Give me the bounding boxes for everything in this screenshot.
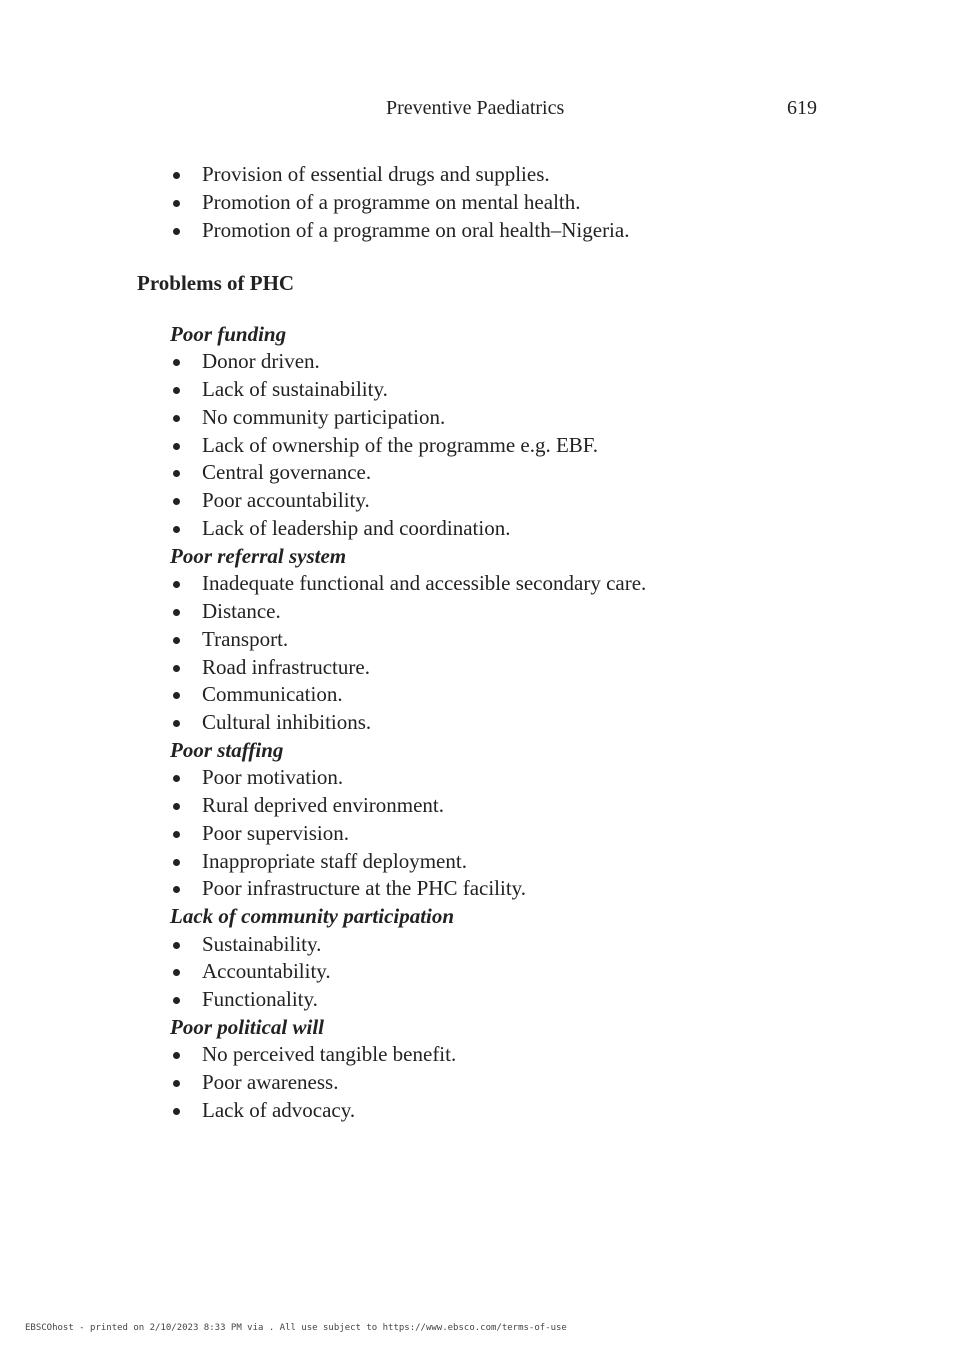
list-item: Accountability. <box>170 958 810 986</box>
list-item: Transport. <box>170 626 810 654</box>
subsection-title: Poor referral system <box>170 543 347 568</box>
list-item: Poor infrastructure at the PHC facility. <box>170 875 810 903</box>
list-item: Lack of ownership of the programme e.g. EBF. <box>170 432 810 460</box>
list-item: Poor awareness. <box>170 1069 810 1097</box>
list-item: Poor supervision. <box>170 820 810 848</box>
list-item: Lack of sustainability. <box>170 376 810 404</box>
list-item: Inappropriate staff deployment. <box>170 848 810 876</box>
list-item: Donor driven. <box>170 348 810 376</box>
section-heading: Problems of PHC <box>137 271 295 295</box>
subsection-title: Lack of community participation <box>170 904 455 929</box>
print-footer: EBSCOhost - printed on 2/10/2023 8:33 PM via . All use subject to https://www.ebsco.com/terms-of-use <box>25 1323 567 1333</box>
subsection-poor-funding <box>170 321 810 543</box>
list-item: Cultural inhibitions. <box>170 709 810 737</box>
list-item: No community participation. <box>170 404 810 432</box>
list-item: Provision of essential drugs and supplies. <box>170 161 810 189</box>
page-number: 619 <box>787 97 817 119</box>
list-item: Promotion of a programme on oral health–Nigeria. <box>170 217 810 245</box>
bullet-list <box>170 570 810 737</box>
list-item: Distance. <box>170 598 810 626</box>
list-item: Poor accountability. <box>170 487 810 515</box>
subsection-title: Poor staffing <box>170 737 284 762</box>
subsection-lack-of-community-participation <box>170 903 810 1014</box>
list-item: Lack of advocacy. <box>170 1097 810 1125</box>
list-item: Poor motivation. <box>170 764 810 792</box>
bullet-list <box>170 931 810 1014</box>
list-item: Rural deprived environment. <box>170 792 810 820</box>
list-item: Road infrastructure. <box>170 654 810 682</box>
subsection-title: Poor funding <box>170 322 287 346</box>
list-item: Sustainability. <box>170 931 810 959</box>
subsection-poor-political-will <box>170 1014 810 1125</box>
subsection-poor-staffing <box>170 737 810 903</box>
problems-subsections <box>170 321 810 1125</box>
list-item: Central governance. <box>170 459 810 487</box>
bullet-list <box>170 764 810 903</box>
intro-bullet-list <box>170 161 810 244</box>
subsection-title: Poor political will <box>170 1014 325 1039</box>
bullet-list <box>170 348 810 543</box>
list-item: Inadequate functional and accessible secondary care. <box>170 570 810 598</box>
list-item: Promotion of a programme on mental health. <box>170 189 810 217</box>
bullet-list <box>170 1041 810 1124</box>
running-head-title: Preventive Paediatrics <box>386 97 565 119</box>
subsection-poor-referral-system <box>170 543 810 737</box>
list-item: Functionality. <box>170 986 810 1014</box>
list-item: Lack of leadership and coordination. <box>170 515 810 543</box>
list-item: No perceived tangible benefit. <box>170 1041 810 1069</box>
list-item: Communication. <box>170 681 810 709</box>
